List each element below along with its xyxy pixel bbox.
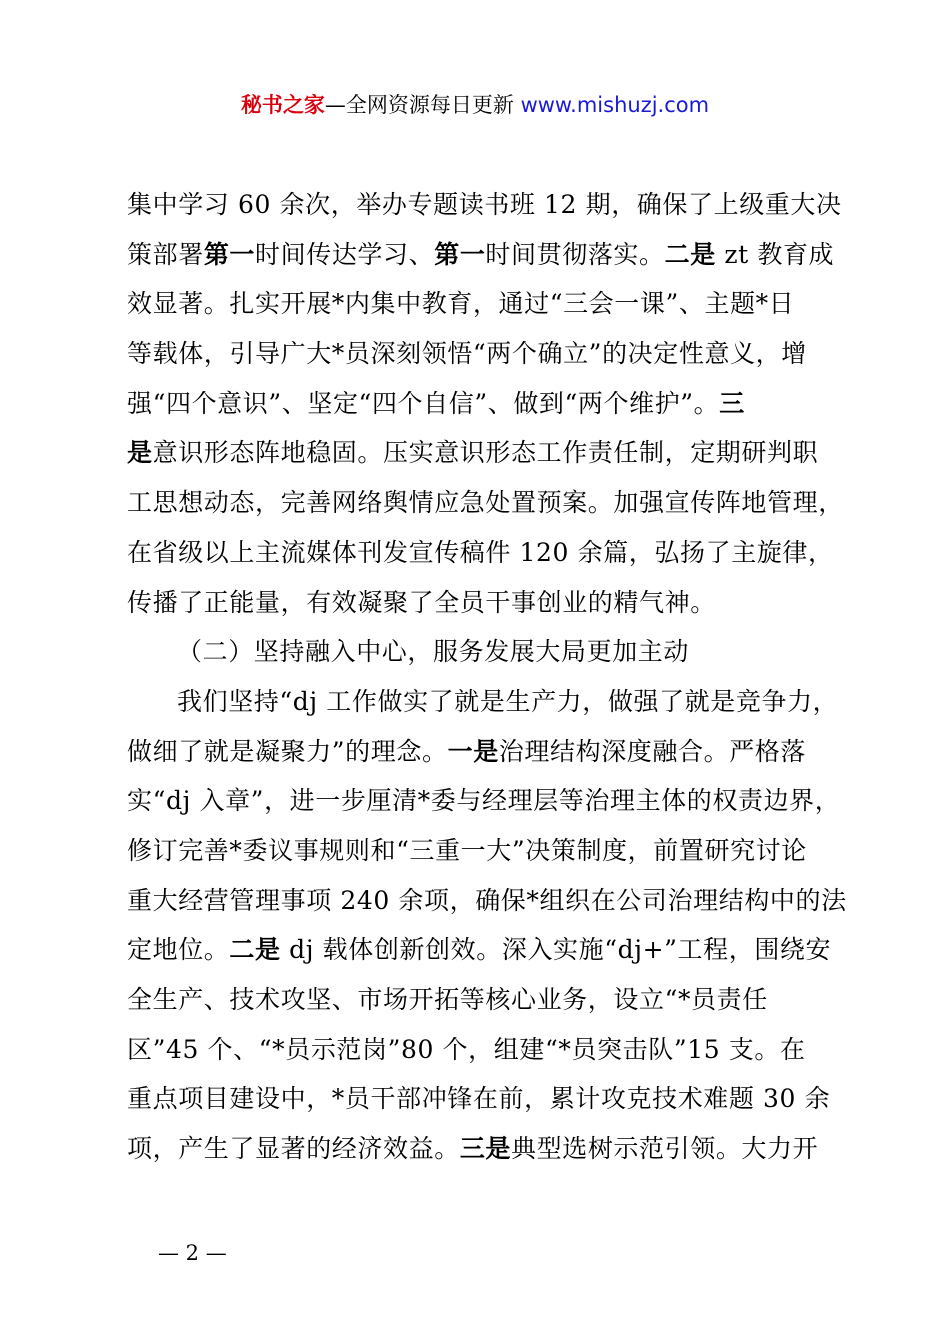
text-run: 时间贯彻落实。 xyxy=(485,239,665,269)
text-run: 策部署 xyxy=(127,239,204,269)
site-header xyxy=(0,88,950,122)
site-brand: 秘书之家 xyxy=(240,93,325,117)
text-run: 实“dj 入章”，进一步厘清*委与经理层等治理主体的权责边界， xyxy=(127,786,841,816)
text-run: 做细了就是凝聚力”的理念。 xyxy=(127,736,448,766)
text-line xyxy=(127,1124,835,1174)
text-line xyxy=(127,428,835,478)
bold-text-run: 第一 xyxy=(434,239,486,269)
text-run: 效显著。扎实开展*内集中教育，通过“三会一课”、主题*日 xyxy=(127,289,795,319)
text-run: （二）坚持融入中心，服务发展大局更加主动 xyxy=(177,637,690,667)
text-line xyxy=(127,230,835,280)
text-line xyxy=(127,925,835,975)
text-run: 项，产生了显著的经济效益。 xyxy=(127,1134,460,1164)
text-line xyxy=(127,826,835,876)
bold-text-run: 一是 xyxy=(447,736,499,766)
text-line xyxy=(127,1025,835,1075)
text-run: 时间传达学习、 xyxy=(255,239,435,269)
text-run: 传播了正能量，有效凝聚了全员干事创业的精气神。 xyxy=(127,587,716,617)
text-line xyxy=(127,478,844,528)
bold-text-run: 二是 xyxy=(229,935,281,965)
text-run: 在省级以上主流媒体刊发宣传稿件 120 余篇，弘扬了主旋律， xyxy=(127,537,834,567)
section-heading xyxy=(127,627,835,677)
text-line xyxy=(127,180,842,230)
text-line xyxy=(127,1074,835,1124)
text-run: 等载体，引导广大*员深刻领悟“两个确立”的决定性意义，增 xyxy=(127,339,807,369)
text-line xyxy=(127,578,835,628)
bold-text-run: 是 xyxy=(127,438,153,468)
bold-text-run: 二是 xyxy=(664,239,716,269)
text-run: 全生产、技术攻坚、市场开拓等核心业务，设立“*员责任 xyxy=(127,985,768,1014)
text-run: 我们坚持“dj 工作做实了就是生产力，做强了就是竞争力， xyxy=(177,686,839,716)
text-run: 修订完善*委议事规则和“三重一大”决策制度，前置研究讨论 xyxy=(127,835,807,865)
text-line xyxy=(127,528,835,578)
paragraph-first-line xyxy=(127,677,839,727)
text-line xyxy=(127,379,835,429)
bold-text-run: 三 xyxy=(719,388,745,418)
text-line xyxy=(127,876,847,926)
text-line xyxy=(127,727,835,777)
text-run: 强“四个意识”、坚定“四个自信”、做到“两个维护”。 xyxy=(127,388,720,418)
site-tagline: —全网资源每日更新 xyxy=(324,93,521,117)
text-line xyxy=(127,776,841,826)
text-run: 区”45 个、“*员示范岗”80 个，组建“*员突击队”15 支。在 xyxy=(127,1034,806,1064)
bold-text-run: 第一 xyxy=(203,239,256,269)
document-body xyxy=(127,180,847,1174)
bold-text-run: 三是 xyxy=(459,1134,512,1164)
text-run: zt 教育成 xyxy=(715,239,835,269)
text-run: 集中学习 60 余次，举办专题读书班 12 期，确保了上级重大决 xyxy=(127,190,842,219)
site-url-link[interactable]: www.mishuzj.com xyxy=(520,93,710,117)
text-run: 工思想动态，完善网络舆情应急处置预案。加强宣传阵地管理， xyxy=(127,488,844,518)
text-run: 典型选树示范引领。大力开 xyxy=(511,1134,819,1164)
text-run: 意识形态阵地稳固。压实意识形态工作责任制，定期研判职 xyxy=(152,438,819,468)
text-run: 重点项目建设中，*员干部冲锋在前，累计攻克技术难题 30 余 xyxy=(127,1084,831,1114)
text-line xyxy=(127,329,835,379)
text-run: dj 载体创新创效。深入实施“dj+”工程，围绕安 xyxy=(280,935,832,965)
text-line xyxy=(127,279,835,329)
text-run: 定地位。 xyxy=(127,935,230,965)
text-run: 治理结构深度融合。严格落 xyxy=(498,736,806,766)
text-line xyxy=(127,975,835,1025)
page-number: — 2 — xyxy=(158,1241,227,1265)
text-run: 重大经营管理事项 240 余项，确保*组织在公司治理结构中的法 xyxy=(127,885,847,915)
